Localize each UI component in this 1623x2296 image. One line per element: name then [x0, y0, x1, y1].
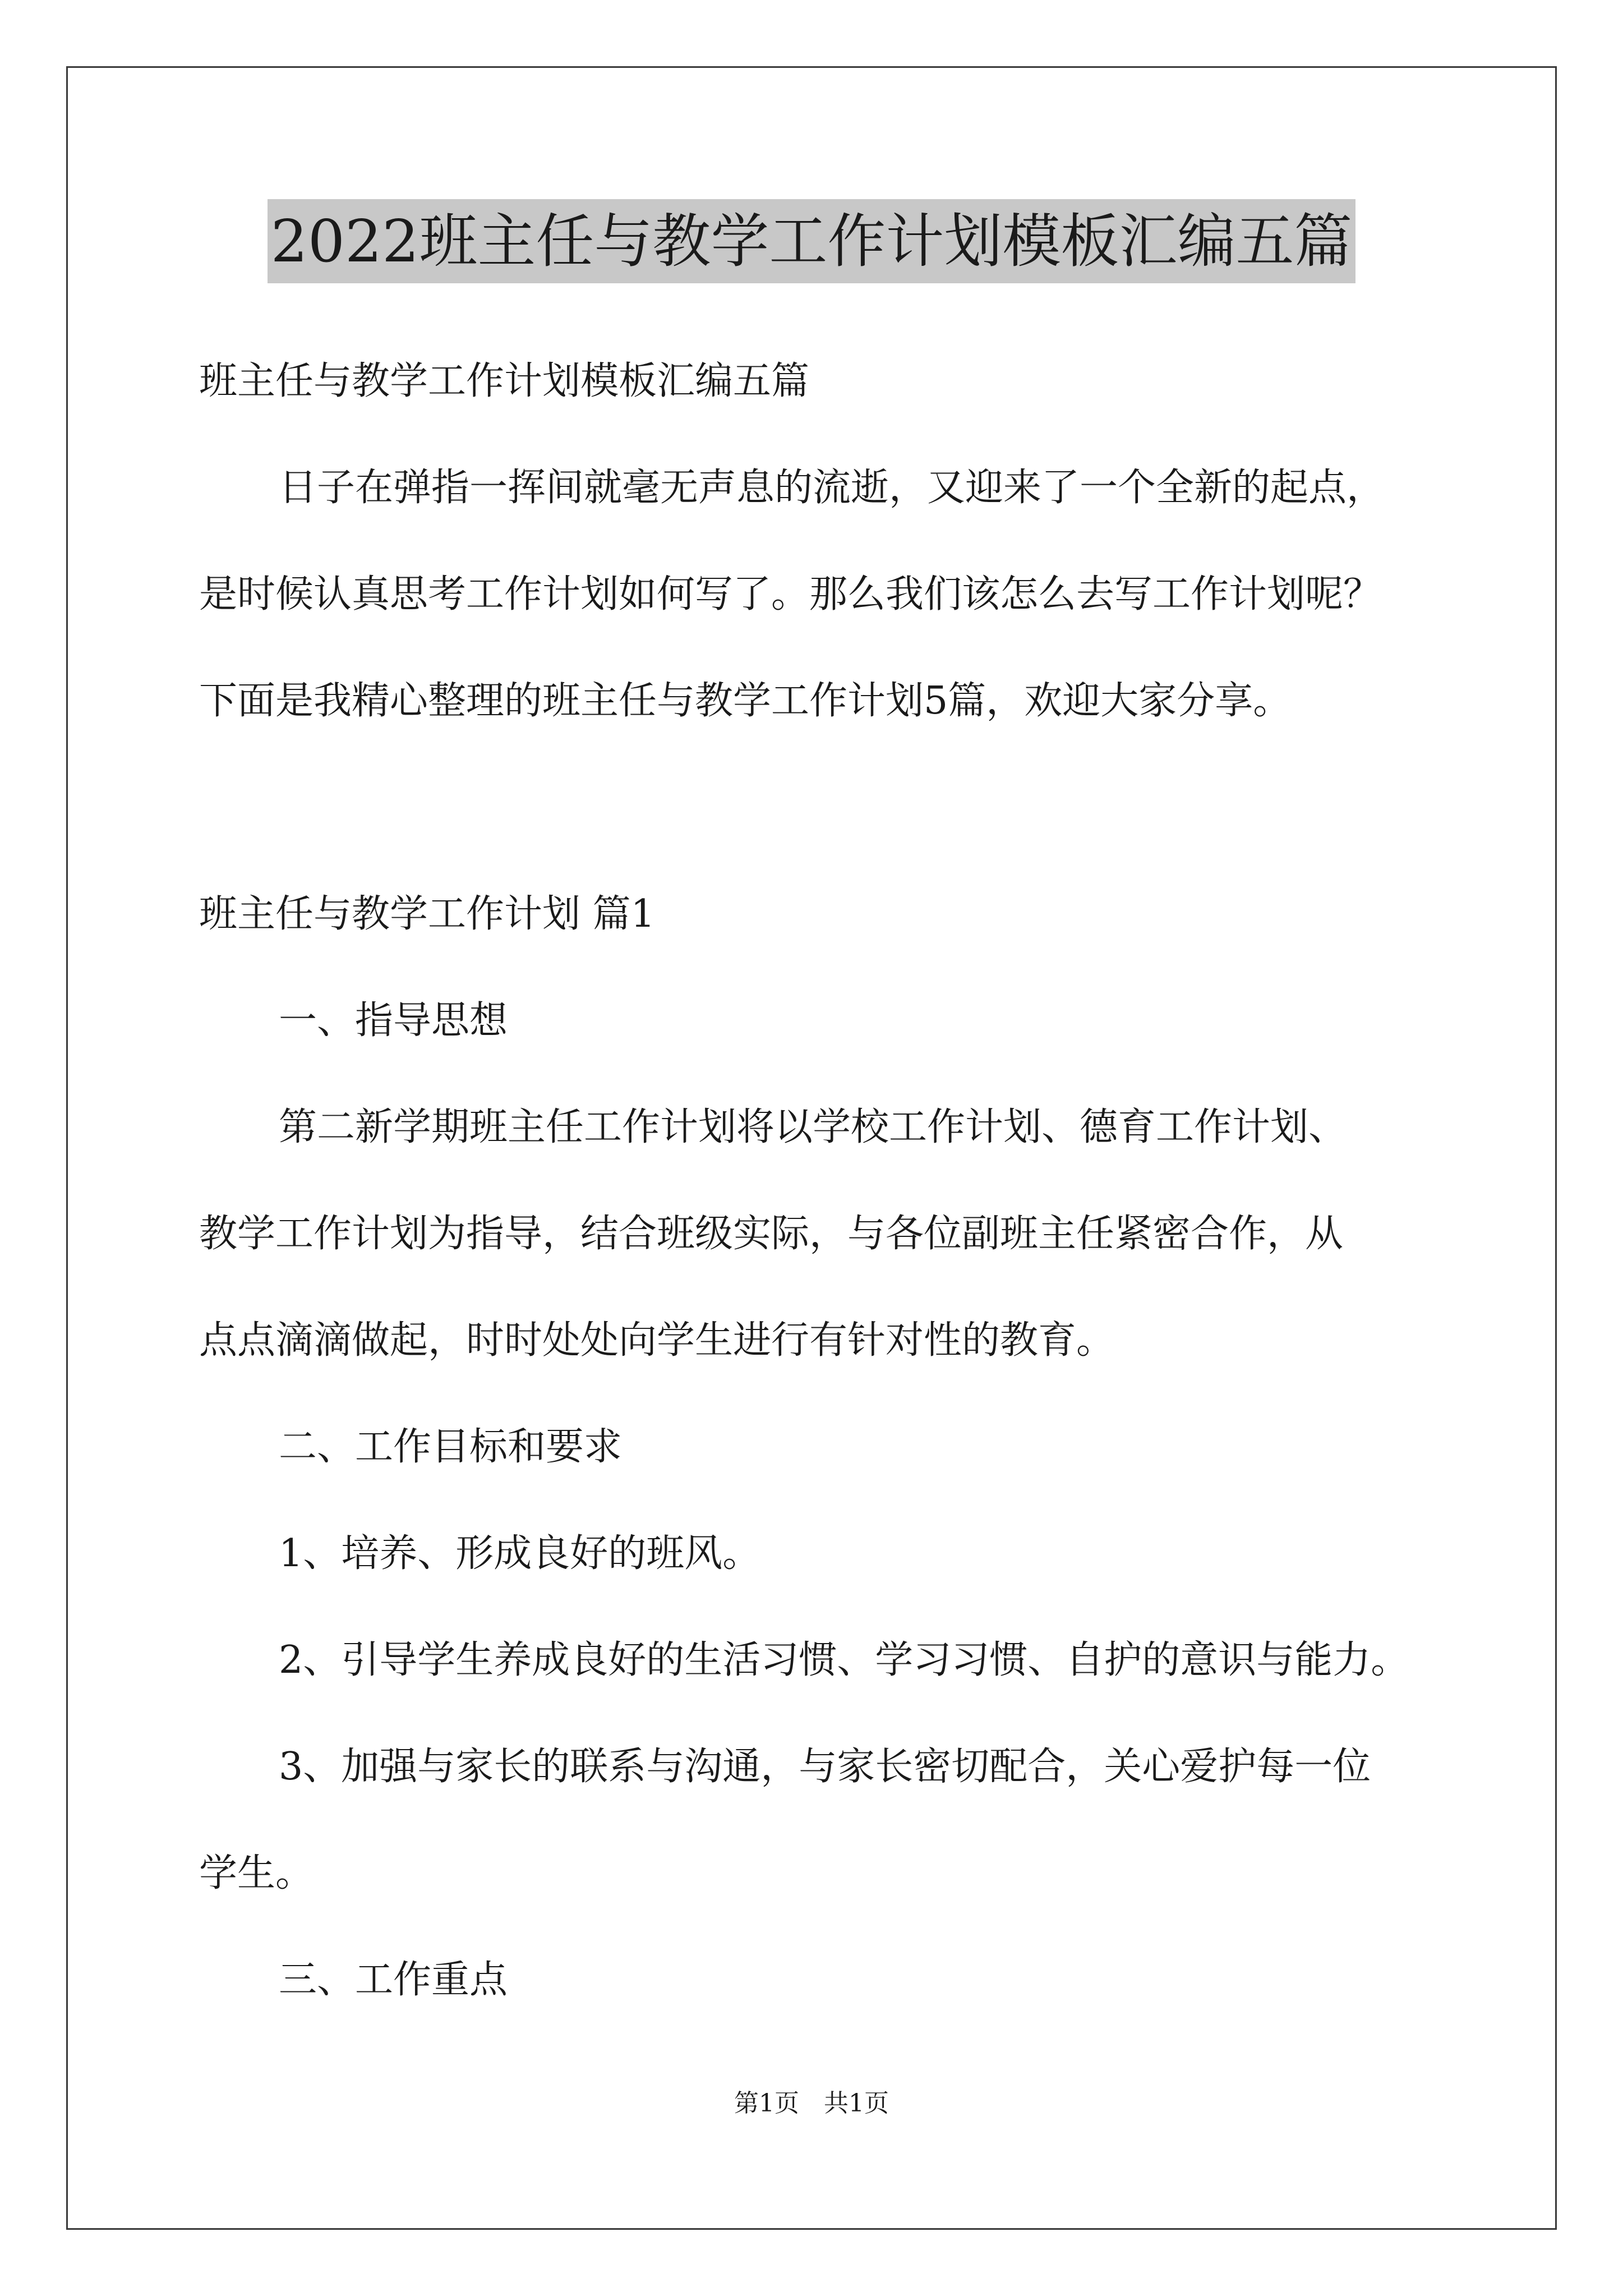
subtitle-line: 班主任与教学工作计划模板汇编五篇: [199, 359, 810, 403]
intro-line-2: 是时候认真思考工作计划如何写了。那么我们该怎么去写工作计划呢？: [199, 572, 1382, 616]
heading-work-focus: 三、工作重点: [279, 1958, 508, 2002]
document-title-text: 2022班主任与教学工作计划模板汇编五篇: [268, 199, 1356, 283]
paragraph-line-2: 教学工作计划为指导，结合班级实际，与各位副班主任紧密合作，从: [199, 1212, 1344, 1256]
paragraph-line-3: 点点滴滴做起，时时处处向学生进行有针对性的教育。: [199, 1318, 1115, 1363]
document-title: [0, 199, 1623, 283]
intro-line-1: 日子在弹指一挥间就毫无声息的流逝，又迎来了一个全新的起点，: [279, 466, 1385, 510]
list-item-3-line-1: 3、加强与家长的联系与沟通，与家长密切配合，关心爱护每一位: [279, 1745, 1371, 1789]
intro-line-3: 下面是我精心整理的班主任与教学工作计划5篇，欢迎大家分享。: [199, 679, 1292, 723]
list-item-1: 1、培养、形成良好的班风。: [279, 1531, 761, 1576]
list-item-3-line-2: 学生。: [199, 1851, 314, 1895]
heading-goals-requirements: 二、工作目标和要求: [279, 1425, 623, 1469]
heading-guiding-ideology: 一、指导思想: [279, 999, 508, 1043]
section-heading-part-1: 班主任与教学工作计划 篇1: [199, 892, 655, 936]
list-item-2: 2、引导学生养成良好的生活习惯、学习习惯、自护的意识与能力。: [279, 1638, 1409, 1682]
page-footer: 第1页 共1页: [734, 2089, 889, 2118]
paragraph-line-1: 第二新学期班主任工作计划将以学校工作计划、德育工作计划、: [279, 1105, 1347, 1149]
